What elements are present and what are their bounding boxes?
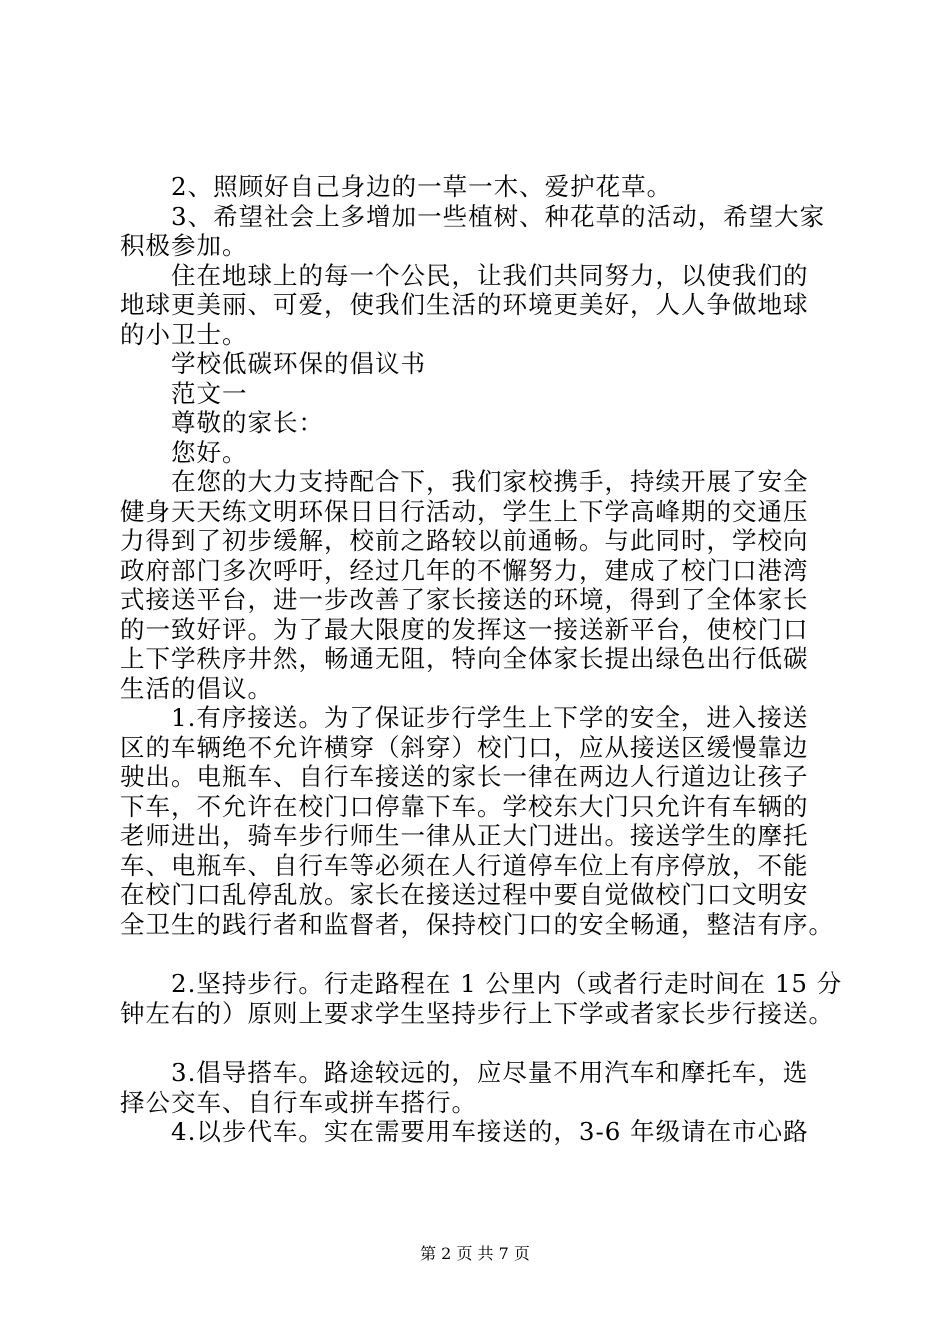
text-line: 地球更美丽、可爱，使我们生活的环境更美好，人人争做地球 <box>120 290 809 319</box>
text-line: 住在地球上的每一个公民，让我们共同努力，以使我们的 <box>120 260 809 290</box>
text-line: 2、照顾好自己身边的一草一木、爱护花草。 <box>120 172 673 201</box>
text-line: 积极参加。 <box>120 231 248 260</box>
text-line: 力得到了初步缓解，校前之路较以前通畅。与此同时，学校向 <box>120 526 809 555</box>
text-line: 驶出。电瓶车、自行车接送的家长一律在两边人行道边让孩子 <box>120 762 809 791</box>
text-line: 老师进出，骑车步行师生一律从正大门进出。接送学生的摩托 <box>120 821 809 850</box>
text-line: 生活的倡议。 <box>120 673 273 703</box>
text-line: 3.倡导搭车。路途较远的，应尽量不用汽车和摩托车，选 <box>120 1058 809 1087</box>
text-line: 在校门口乱停乱放。家长在接送过程中要自觉做校门口文明安 <box>120 880 809 909</box>
text-line: 下车，不允许在校门口停靠下车。学校东大门只允许有车辆的 <box>120 791 809 821</box>
text-line: 式接送平台，进一步改善了家长接送的环境，得到了全体家长 <box>120 585 809 614</box>
text-line: 全卫生的践行者和监督者，保持校门口的安全畅通，整洁有序。 <box>120 909 834 939</box>
text-line: 钟左右的）原则上要求学生坚持步行上下学或者家长步行接送。 <box>120 998 834 1028</box>
text-line: 择公交车、自行车或拼车搭行。 <box>120 1087 477 1117</box>
text-line: 2.坚持步行。行走路程在 1 公里内（或者行走时间在 15 分 <box>120 969 843 998</box>
text-line: 学校低碳环保的倡议书 <box>120 349 426 378</box>
paragraph-gap <box>120 939 840 969</box>
text-line: 健身天天练文明环保日日行活动，学生上下学高峰期的交通压 <box>120 496 809 526</box>
text-line: 您好。 <box>120 437 248 467</box>
text-line: 3、希望社会上多增加一些植树、种花草的活动，希望大家 <box>120 201 826 231</box>
text-line: 4.以步代车。实在需要用车接送的，3-6 年级请在市心路 <box>120 1117 809 1146</box>
text-line: 尊敬的家长： <box>120 408 324 437</box>
page-footer: 第 2 页 共 7 页 <box>420 1244 530 1263</box>
text-line: 区的车辆绝不允许横穿（斜穿）校门口，应从接送区缓慢靠边 <box>120 732 809 762</box>
text-line: 的小卫士。 <box>120 319 248 349</box>
text-line: 车、电瓶车、自行车等必须在人行道停车位上有序停放，不能 <box>120 850 809 880</box>
paragraph-gap <box>120 1028 840 1058</box>
text-line: 的一致好评。为了最大限度的发挥这一接送新平台，使校门口 <box>120 614 809 644</box>
text-line: 上下学秩序井然，畅通无阻，特向全体家长提出绿色出行低碳 <box>120 644 809 673</box>
document-body <box>120 172 843 1147</box>
text-line: 1.有序接送。为了保证步行学生上下学的安全，进入接送 <box>120 703 809 732</box>
text-line: 政府部门多次呼吁，经过几年的不懈努力，建成了校门口港湾 <box>120 555 809 585</box>
text-line: 范文一 <box>120 378 248 408</box>
text-line: 在您的大力支持配合下，我们家校携手，持续开展了安全 <box>120 467 809 496</box>
